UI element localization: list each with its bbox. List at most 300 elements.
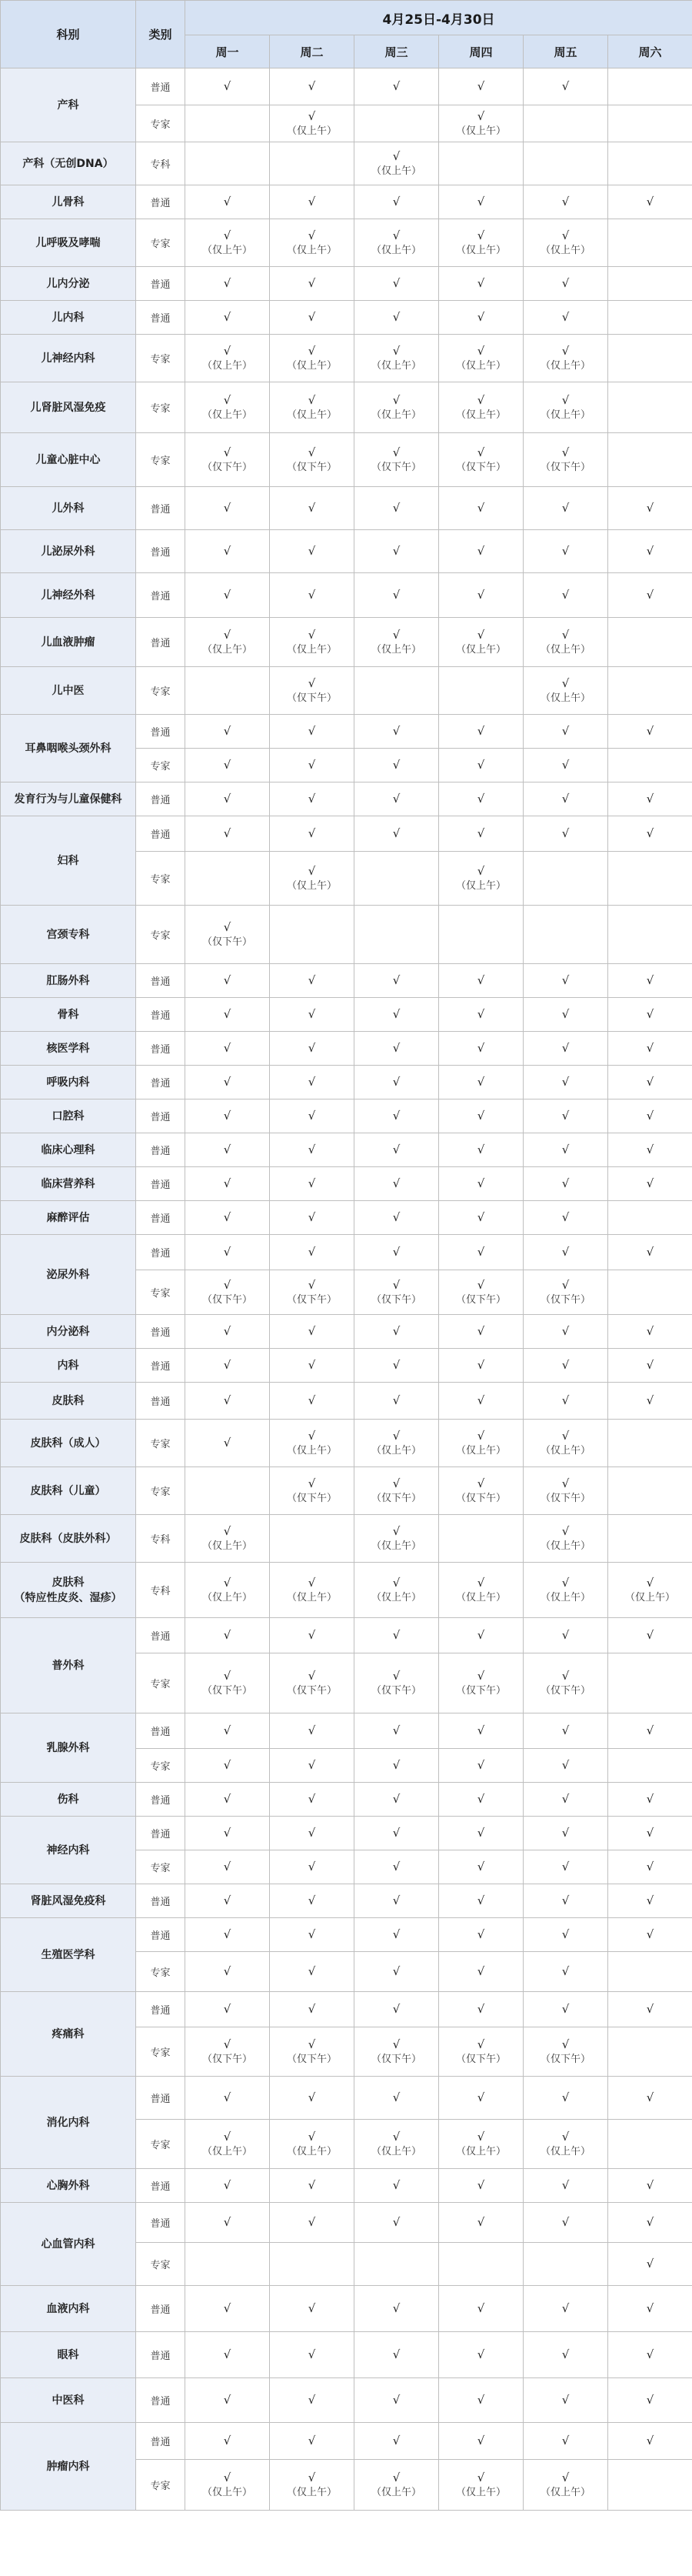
available-check-mark: √: [561, 1792, 570, 1806]
schedule-cell: [354, 530, 439, 573]
available-check-mark: √: [646, 1575, 654, 1590]
session-note: （仅上午）: [371, 359, 421, 372]
table-row: [1, 433, 692, 487]
schedule-cell: [185, 2378, 270, 2423]
table-row: [1, 487, 692, 530]
clinic-type: 普通: [136, 618, 185, 667]
schedule-cell: [354, 1167, 439, 1201]
schedule-cell: [354, 1349, 439, 1383]
schedule-cell: [354, 1952, 439, 1992]
department-name: 肛肠外科: [1, 964, 136, 998]
schedule-cell: [270, 142, 354, 185]
department-name: 儿泌尿外科: [1, 530, 136, 573]
schedule-cell: [608, 105, 692, 142]
available-check-mark: √: [308, 1358, 316, 1372]
session-note: （仅上午）: [371, 244, 421, 256]
available-check-mark: √: [561, 676, 570, 690]
schedule-cell: [270, 68, 354, 105]
clinic-type: 普通: [136, 1099, 185, 1133]
schedule-cell: [439, 1383, 524, 1420]
session-note: （仅上午）: [540, 643, 591, 656]
available-check-mark: √: [308, 1860, 316, 1874]
schedule-cell: [354, 715, 439, 749]
schedule-cell: [439, 267, 524, 301]
available-check-mark: √: [392, 2470, 401, 2484]
schedule-cell: [354, 1066, 439, 1099]
clinic-type: 专家: [136, 852, 185, 906]
schedule-cell: [354, 335, 439, 382]
schedule-cell: [439, 1201, 524, 1235]
schedule-cell: [608, 2027, 692, 2077]
available-check-mark: √: [392, 228, 401, 242]
table-row: [1, 219, 692, 267]
department-name: 儿血液肿瘤: [1, 618, 136, 667]
available-check-mark: √: [308, 1007, 316, 1021]
schedule-cell: [185, 2460, 270, 2511]
available-check-mark: √: [223, 1723, 231, 1737]
schedule-cell: [439, 852, 524, 906]
clinic-type: 普通: [136, 1817, 185, 1850]
clinic-type: 普通: [136, 68, 185, 105]
schedule-cell: [354, 2203, 439, 2243]
available-check-mark: √: [223, 1007, 231, 1021]
schedule-cell: [185, 267, 270, 301]
day-header-mon: 周一: [185, 35, 270, 68]
schedule-body: [1, 68, 692, 2511]
schedule-cell: [354, 1467, 439, 1515]
available-check-mark: √: [308, 826, 316, 840]
schedule-cell: [185, 1349, 270, 1383]
table-row: [1, 1618, 692, 1653]
available-check-mark: √: [561, 1668, 570, 1683]
available-check-mark: √: [308, 1075, 316, 1089]
schedule-cell: [439, 998, 524, 1032]
available-check-mark: √: [308, 1324, 316, 1338]
table-row: [1, 2378, 692, 2423]
schedule-cell: [270, 1032, 354, 1066]
schedule-cell: [270, 816, 354, 852]
department-name: 肿瘤内科: [1, 2423, 136, 2511]
session-note: （仅上午）: [371, 165, 421, 177]
available-check-mark: √: [392, 2002, 401, 2016]
schedule-cell: [354, 2077, 439, 2120]
schedule-cell: [439, 1817, 524, 1850]
schedule-cell: [524, 1618, 608, 1653]
table-row: [1, 2169, 692, 2203]
schedule-cell: [439, 68, 524, 105]
available-check-mark: √: [646, 2347, 654, 2361]
session-note: （仅上午）: [286, 879, 337, 892]
schedule-cell: [608, 2077, 692, 2120]
available-check-mark: √: [392, 627, 401, 642]
schedule-cell: [185, 105, 270, 142]
available-check-mark: √: [477, 445, 485, 459]
session-note: （仅下午）: [201, 461, 252, 473]
session-note: （仅上午）: [540, 409, 591, 421]
available-check-mark: √: [477, 2129, 485, 2144]
schedule-cell: [185, 219, 270, 267]
department-name: 普外科: [1, 1618, 136, 1713]
schedule-cell: [185, 1235, 270, 1270]
available-check-mark: √: [392, 1826, 401, 1840]
available-check-mark: √: [646, 1143, 654, 1156]
schedule-cell: [354, 68, 439, 105]
clinic-type: 专家: [136, 2027, 185, 2077]
available-check-mark: √: [477, 1927, 485, 1941]
available-check-mark: √: [561, 2215, 570, 2229]
schedule-cell: [439, 715, 524, 749]
session-note: （仅上午）: [201, 409, 252, 421]
available-check-mark: √: [223, 1176, 231, 1190]
schedule-cell: [185, 1315, 270, 1349]
available-check-mark: √: [646, 1245, 654, 1259]
schedule-cell: [270, 219, 354, 267]
schedule-cell: [270, 1850, 354, 1884]
department-name: 儿呼吸及哮喘: [1, 219, 136, 267]
department-name: 妇科: [1, 816, 136, 906]
available-check-mark: √: [308, 1393, 316, 1407]
available-check-mark: √: [392, 1792, 401, 1806]
table-row: [1, 2423, 692, 2460]
schedule-cell: [185, 618, 270, 667]
available-check-mark: √: [392, 1723, 401, 1737]
available-check-mark: √: [561, 1041, 570, 1055]
available-check-mark: √: [308, 544, 316, 558]
schedule-cell: [524, 185, 608, 219]
schedule-cell: [354, 1749, 439, 1783]
clinic-type: 普通: [136, 1032, 185, 1066]
schedule-cell: [270, 1749, 354, 1783]
table-row: [1, 573, 692, 618]
schedule-cell: [185, 715, 270, 749]
clinic-type: 普通: [136, 267, 185, 301]
department-name: 乳腺外科: [1, 1713, 136, 1783]
available-check-mark: √: [308, 758, 316, 772]
schedule-cell: [439, 1952, 524, 1992]
session-note: （仅上午）: [455, 879, 506, 892]
schedule-cell: [608, 433, 692, 487]
table-row: [1, 1817, 692, 1850]
available-check-mark: √: [646, 724, 654, 738]
schedule-cell: [524, 1315, 608, 1349]
available-check-mark: √: [646, 195, 654, 209]
schedule-cell: [270, 530, 354, 573]
available-check-mark: √: [477, 544, 485, 558]
clinic-type: 专家: [136, 382, 185, 433]
table-row: [1, 2077, 692, 2120]
available-check-mark: √: [308, 724, 316, 738]
available-check-mark: √: [561, 1628, 570, 1642]
session-note: （仅下午）: [455, 1492, 506, 1504]
clinic-type: 普通: [136, 782, 185, 816]
schedule-cell: [439, 1315, 524, 1349]
schedule-cell: [439, 1992, 524, 2027]
schedule-cell: [439, 782, 524, 816]
available-check-mark: √: [477, 758, 485, 772]
schedule-cell: [354, 667, 439, 715]
schedule-cell: [524, 1884, 608, 1918]
available-check-mark: √: [561, 1523, 570, 1538]
available-check-mark: √: [561, 1964, 570, 1978]
session-note: （仅下午）: [455, 2053, 506, 2065]
available-check-mark: √: [223, 1358, 231, 1372]
available-check-mark: √: [223, 1523, 231, 1538]
schedule-cell: [270, 433, 354, 487]
available-check-mark: √: [477, 276, 485, 290]
type-column-header: 类别: [136, 1, 185, 68]
schedule-cell: [524, 219, 608, 267]
schedule-cell: [524, 1235, 608, 1270]
schedule-cell: [185, 2077, 270, 2120]
schedule-cell: [185, 1270, 270, 1315]
available-check-mark: √: [646, 1927, 654, 1941]
schedule-cell: [439, 487, 524, 530]
available-check-mark: √: [561, 1826, 570, 1840]
session-note: （仅上午）: [540, 2145, 591, 2157]
department-name: 心胸外科: [1, 2169, 136, 2203]
schedule-cell: [354, 105, 439, 142]
clinic-type: 普通: [136, 1066, 185, 1099]
schedule-cell: [439, 1066, 524, 1099]
session-note: （仅下午）: [540, 1293, 591, 1306]
clinic-type: 普通: [136, 1383, 185, 1420]
schedule-cell: [439, 964, 524, 998]
schedule-cell: [524, 1515, 608, 1563]
available-check-mark: √: [561, 79, 570, 93]
available-check-mark: √: [392, 1668, 401, 1683]
schedule-cell: [524, 1850, 608, 1884]
available-check-mark: √: [392, 544, 401, 558]
available-check-mark: √: [561, 2178, 570, 2192]
schedule-cell: [185, 782, 270, 816]
schedule-cell: [185, 2286, 270, 2332]
table-row: [1, 1133, 692, 1167]
available-check-mark: √: [392, 1860, 401, 1874]
date-range-header: 4月25日-4月30日: [185, 1, 692, 35]
schedule-cell: [185, 1850, 270, 1884]
schedule-cell: [354, 1201, 439, 1235]
available-check-mark: √: [561, 1007, 570, 1021]
schedule-cell: [185, 2169, 270, 2203]
available-check-mark: √: [392, 445, 401, 459]
available-check-mark: √: [308, 228, 316, 242]
schedule-cell: [185, 1713, 270, 1749]
schedule-cell: [524, 1420, 608, 1467]
schedule-cell: [185, 2027, 270, 2077]
schedule-cell: [185, 1201, 270, 1235]
table-row: [1, 782, 692, 816]
available-check-mark: √: [392, 1758, 401, 1772]
schedule-cell: [608, 1133, 692, 1167]
schedule-cell: [524, 2378, 608, 2423]
session-note: （仅上午）: [540, 244, 591, 256]
schedule-cell: [185, 487, 270, 530]
table-row: [1, 1201, 692, 1235]
available-check-mark: √: [308, 1964, 316, 1978]
schedule-cell: [270, 1133, 354, 1167]
available-check-mark: √: [223, 1245, 231, 1259]
clinic-type: 普通: [136, 573, 185, 618]
available-check-mark: √: [392, 792, 401, 806]
available-check-mark: √: [646, 588, 654, 602]
schedule-cell: [354, 1783, 439, 1817]
department-name: 核医学科: [1, 1032, 136, 1066]
session-note: （仅上午）: [625, 1591, 676, 1603]
available-check-mark: √: [223, 1758, 231, 1772]
available-check-mark: √: [646, 1041, 654, 1055]
available-check-mark: √: [561, 445, 570, 459]
session-note: （仅上午）: [455, 2486, 506, 2498]
available-check-mark: √: [646, 1628, 654, 1642]
available-check-mark: √: [392, 1075, 401, 1089]
available-check-mark: √: [561, 2347, 570, 2361]
session-note: （仅上午）: [540, 1540, 591, 1552]
session-note: （仅下午）: [286, 1684, 337, 1697]
table-row: [1, 1032, 692, 1066]
table-row: [1, 618, 692, 667]
schedule-cell: [270, 2460, 354, 2511]
available-check-mark: √: [308, 2178, 316, 2192]
schedule-cell: [185, 2332, 270, 2378]
schedule-cell: [439, 1420, 524, 1467]
available-check-mark: √: [477, 1109, 485, 1123]
schedule-cell: [439, 1749, 524, 1783]
schedule-cell: [524, 68, 608, 105]
schedule-cell: [354, 2378, 439, 2423]
available-check-mark: √: [392, 501, 401, 515]
available-check-mark: √: [308, 1723, 316, 1737]
session-note: （仅下午）: [286, 461, 337, 473]
session-note: （仅上午）: [455, 244, 506, 256]
schedule-cell: [270, 105, 354, 142]
available-check-mark: √: [223, 792, 231, 806]
schedule-cell: [270, 749, 354, 782]
schedule-cell: [185, 1884, 270, 1918]
schedule-cell: [524, 1167, 608, 1201]
table-row: [1, 816, 692, 852]
available-check-mark: √: [646, 826, 654, 840]
session-note: （仅上午）: [371, 1444, 421, 1457]
available-check-mark: √: [392, 310, 401, 324]
schedule-cell: [524, 1349, 608, 1383]
available-check-mark: √: [223, 445, 231, 459]
schedule-cell: [524, 1133, 608, 1167]
schedule-cell: [185, 573, 270, 618]
available-check-mark: √: [477, 1358, 485, 1372]
schedule-cell: [354, 998, 439, 1032]
department-name: 麻醉评估: [1, 1201, 136, 1235]
schedule-cell: [270, 1817, 354, 1850]
session-note: （仅上午）: [286, 359, 337, 372]
available-check-mark: √: [308, 1927, 316, 1941]
schedule-cell: [524, 2169, 608, 2203]
available-check-mark: √: [308, 501, 316, 515]
schedule-cell: [270, 1270, 354, 1315]
available-check-mark: √: [561, 826, 570, 840]
available-check-mark: √: [646, 1358, 654, 1372]
schedule-cell: [354, 1884, 439, 1918]
available-check-mark: √: [477, 1628, 485, 1642]
schedule-cell: [524, 1749, 608, 1783]
clinic-type: 专家: [136, 2243, 185, 2286]
schedule-cell: [524, 382, 608, 433]
available-check-mark: √: [308, 1210, 316, 1224]
available-check-mark: √: [308, 1476, 316, 1490]
schedule-cell: [185, 433, 270, 487]
schedule-cell: [354, 382, 439, 433]
available-check-mark: √: [477, 1723, 485, 1737]
table-row: [1, 1066, 692, 1099]
session-note: （仅下午）: [371, 1684, 421, 1697]
available-check-mark: √: [223, 1075, 231, 1089]
session-note: （仅上午）: [455, 359, 506, 372]
schedule-cell: [270, 2077, 354, 2120]
schedule-cell: [608, 530, 692, 573]
schedule-cell: [270, 335, 354, 382]
session-note: （仅上午）: [286, 125, 337, 137]
available-check-mark: √: [646, 1324, 654, 1338]
table-row: [1, 267, 692, 301]
department-name: 中医科: [1, 2378, 136, 2423]
schedule-cell: [608, 1817, 692, 1850]
available-check-mark: √: [223, 2215, 231, 2229]
clinic-type: 普通: [136, 1315, 185, 1349]
available-check-mark: √: [392, 343, 401, 358]
available-check-mark: √: [646, 1109, 654, 1123]
available-check-mark: √: [561, 343, 570, 358]
table-row: [1, 1563, 692, 1618]
table-row: [1, 2203, 692, 2243]
schedule-cell: [270, 1618, 354, 1653]
schedule-cell: [270, 573, 354, 618]
clinic-type: 普通: [136, 2077, 185, 2120]
schedule-cell: [270, 1713, 354, 1749]
schedule-cell: [185, 964, 270, 998]
available-check-mark: √: [308, 2002, 316, 2016]
schedule-cell: [185, 1918, 270, 1952]
session-note: （仅下午）: [371, 1492, 421, 1504]
schedule-cell: [608, 487, 692, 530]
available-check-mark: √: [308, 2301, 316, 2315]
session-note: （仅下午）: [455, 461, 506, 473]
available-check-mark: √: [223, 544, 231, 558]
session-note: （仅下午）: [371, 461, 421, 473]
schedule-cell: [439, 1270, 524, 1315]
schedule-cell: [439, 1235, 524, 1270]
available-check-mark: √: [646, 973, 654, 987]
schedule-cell: [524, 816, 608, 852]
available-check-mark: √: [308, 1245, 316, 1259]
schedule-cell: [439, 1918, 524, 1952]
schedule-cell: [608, 1618, 692, 1653]
available-check-mark: √: [561, 1324, 570, 1338]
schedule-cell: [439, 1653, 524, 1713]
department-name: 口腔科: [1, 1099, 136, 1133]
schedule-cell: [608, 1783, 692, 1817]
schedule-cell: [270, 1315, 354, 1349]
available-check-mark: √: [561, 1723, 570, 1737]
available-check-mark: √: [392, 2037, 401, 2051]
clinic-type: 专科: [136, 142, 185, 185]
schedule-cell: [608, 906, 692, 964]
session-note: （仅上午）: [286, 1591, 337, 1603]
available-check-mark: √: [561, 1075, 570, 1089]
schedule-cell: [439, 433, 524, 487]
schedule-cell: [524, 1066, 608, 1099]
available-check-mark: √: [223, 1894, 231, 1907]
available-check-mark: √: [308, 588, 316, 602]
available-check-mark: √: [477, 2434, 485, 2448]
